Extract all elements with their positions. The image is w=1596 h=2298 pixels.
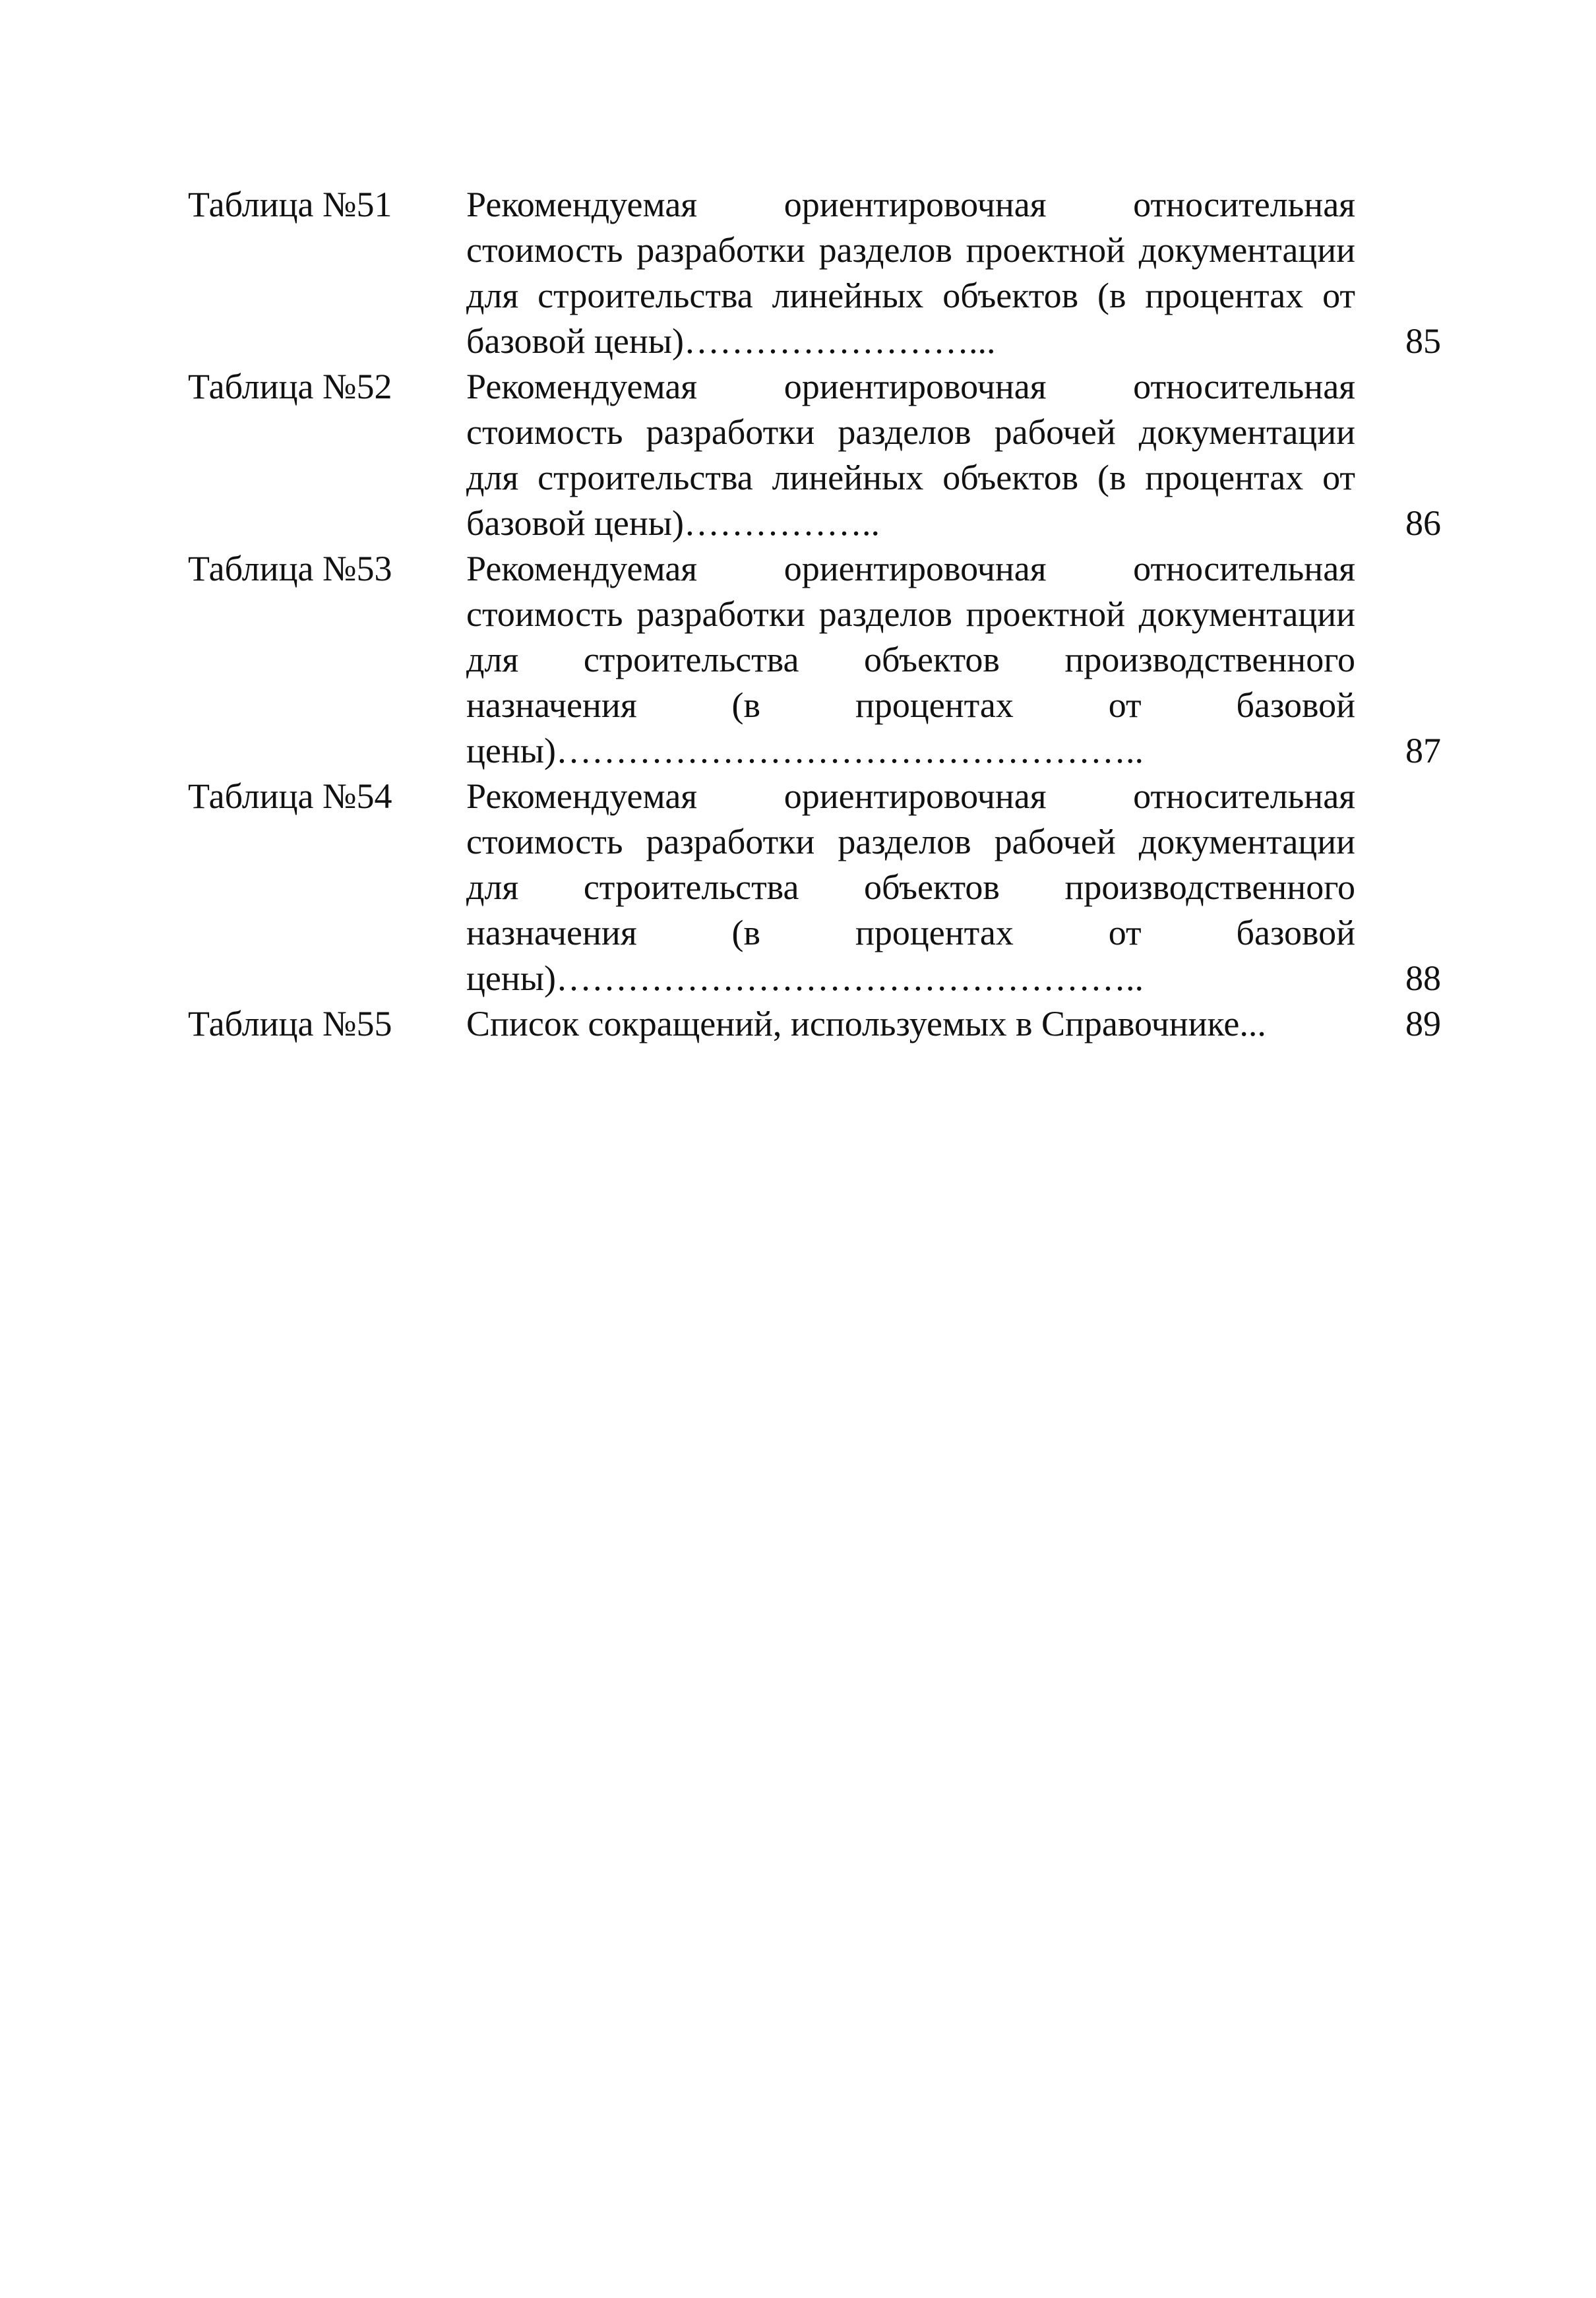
toc-entry-page-number: 85 xyxy=(1405,321,1441,361)
toc-entry-page-number: 86 xyxy=(1405,503,1441,543)
toc-entry-label: Таблица №51 xyxy=(188,185,392,224)
toc-entry-title: Рекомендуемая ориентировочная относительная стоимость разработки разделов рабочей документации для строительства объектов производственного назначения (в процентах от базовой цены)………………………………………….. xyxy=(466,776,1355,998)
toc-entry-label: Таблица №53 xyxy=(188,549,392,588)
toc-entry-label: Таблица №55 xyxy=(188,1004,392,1043)
toc-entry-title: Рекомендуемая ориентировочная относительная стоимость разработки разделов проектной документации для строительства линейных объектов (в процентах от базовой цены)……………………... xyxy=(466,185,1355,361)
toc-entry-title: Список сокращений, используемых в Справочнике... xyxy=(466,1004,1266,1043)
toc-entry xyxy=(188,182,1441,364)
toc-entry xyxy=(188,1001,1441,1047)
toc-entry-label: Таблица №52 xyxy=(188,367,392,406)
toc-entry-page-number: 89 xyxy=(1405,1004,1441,1043)
toc-entry xyxy=(188,546,1441,774)
toc-entry xyxy=(188,774,1441,1001)
toc-entry-label: Таблица №54 xyxy=(188,776,392,816)
table-of-contents xyxy=(188,182,1441,1047)
toc-entry xyxy=(188,364,1441,546)
toc-entry-page-number: 87 xyxy=(1405,731,1441,770)
toc-entry-title: Рекомендуемая ориентировочная относительная стоимость разработки разделов проектной документации для строительства объектов производственного назначения (в процентах от базовой цены)………………………………………….. xyxy=(466,549,1355,770)
toc-entry-page-number: 88 xyxy=(1405,958,1441,998)
toc-entry-title: Рекомендуемая ориентировочная относительная стоимость разработки разделов рабочей документации для строительства линейных объектов (в процентах от базовой цены)…………….. xyxy=(466,367,1355,543)
